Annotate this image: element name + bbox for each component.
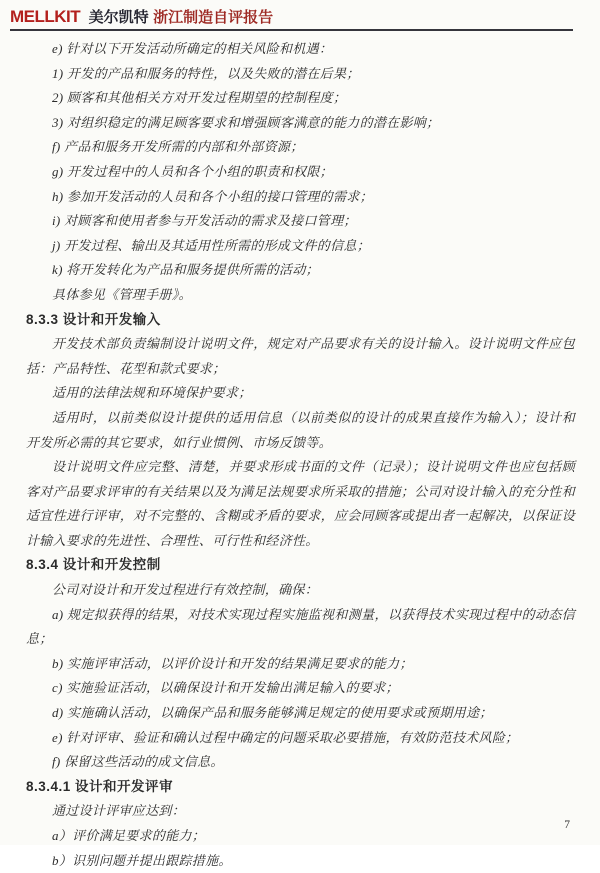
heading-8-3-3: 8.3.3 设计和开发输入 — [26, 311, 161, 327]
page-number: 7 — [564, 819, 570, 831]
page-header — [10, 6, 575, 27]
list-item: 2) 顾客和其他相关方对开发过程期望的控制程度； — [52, 90, 347, 106]
paragraph: 适用时，以前类似设计提供的适用信息（以前类似的设计的成果直接作为输入）；设计和开发所必需的其它要求，如行业惯例、市场反馈等。 — [26, 409, 575, 450]
heading-8-3-4-1: 8.3.4.1 设计和开发评审 — [26, 778, 174, 794]
paragraph: 设计说明文件应完整、清楚，并要求形成书面的文件（记录）；设计说明文件也应包括顾客对产品要求评审的有关结果以及为满足法规要求所采取的措施；公司对设计输入的充分性和适宜性进行评审，对不完整的、含糊或矛盾的要求，应会同顾客或提出者一起解决，以保证设计输入要求的先进性、合理性、可行性和经济性。 — [26, 459, 575, 548]
paragraph: 具体参见《管理手册》。 — [52, 286, 192, 302]
list-item: 1) 开发的产品和服务的特性，以及失败的潜在后果； — [52, 65, 360, 81]
list-item: a) 规定拟获得的结果，对技术实现过程实施监视和测量，以获得技术实现过程中的动态信息； — [26, 606, 575, 647]
list-item: f) 产品和服务开发所需的内部和外部资源； — [52, 139, 304, 155]
list-item: i) 对顾客和使用者参与开发活动的需求及接口管理； — [52, 213, 357, 229]
list-item: j) 开发过程、输出及其适用性所需的形成文件的信息； — [52, 237, 370, 253]
header-divider — [10, 29, 573, 31]
list-item: k) 将开发转化为产品和服务提供所需的活动； — [52, 262, 319, 278]
document-body — [26, 37, 575, 873]
list-item: g) 开发过程中的人员和各个小组的职责和权限； — [52, 163, 333, 179]
paragraph: 公司对设计和开发过程进行有效控制，确保： — [52, 582, 319, 598]
list-item: h) 参加开发活动的人员和各个小组的接口管理的需求； — [52, 188, 373, 204]
heading-8-3-4: 8.3.4 设计和开发控制 — [26, 557, 161, 573]
list-item: d) 实施确认活动，以确保产品和服务能够满足规定的使用要求或预期用途； — [52, 705, 493, 721]
list-item: b) 实施评审活动，以评价设计和开发的结果满足要求的能力； — [52, 655, 413, 671]
company-logo-text: MELLKIT — [10, 7, 81, 26]
list-item: c) 实施验证活动，以确保设计和开发输出满足输入的要求； — [52, 680, 399, 696]
header-title-report: 浙江制造自评报告 — [153, 9, 274, 26]
header-title-company: 美尔凯特 — [88, 9, 149, 26]
list-item: e) 针对评审、验证和确认过程中确定的问题采取必要措施，有效防范技术风险； — [52, 729, 519, 745]
list-item: a）评价满足要求的能力； — [52, 828, 206, 843]
list-item: 3) 对组织稳定的满足顾客要求和增强顾客满意的能力的潜在影响； — [52, 114, 440, 130]
paragraph: 通过设计评审应达到： — [52, 803, 186, 819]
list-item: b）识别问题并提出跟踪措施。 — [52, 852, 232, 868]
list-item: e) 针对以下开发活动所确定的相关风险和机遇： — [52, 41, 333, 56]
list-item: f) 保留这些活动的成文信息。 — [52, 754, 224, 770]
paragraph: 适用的法律法规和环境保护要求； — [52, 385, 252, 401]
paragraph: 开发技术部负责编制设计说明文件，规定对产品要求有关的设计输入。设计说明文件应包括：产品特性、花型和款式要求； — [26, 336, 575, 376]
